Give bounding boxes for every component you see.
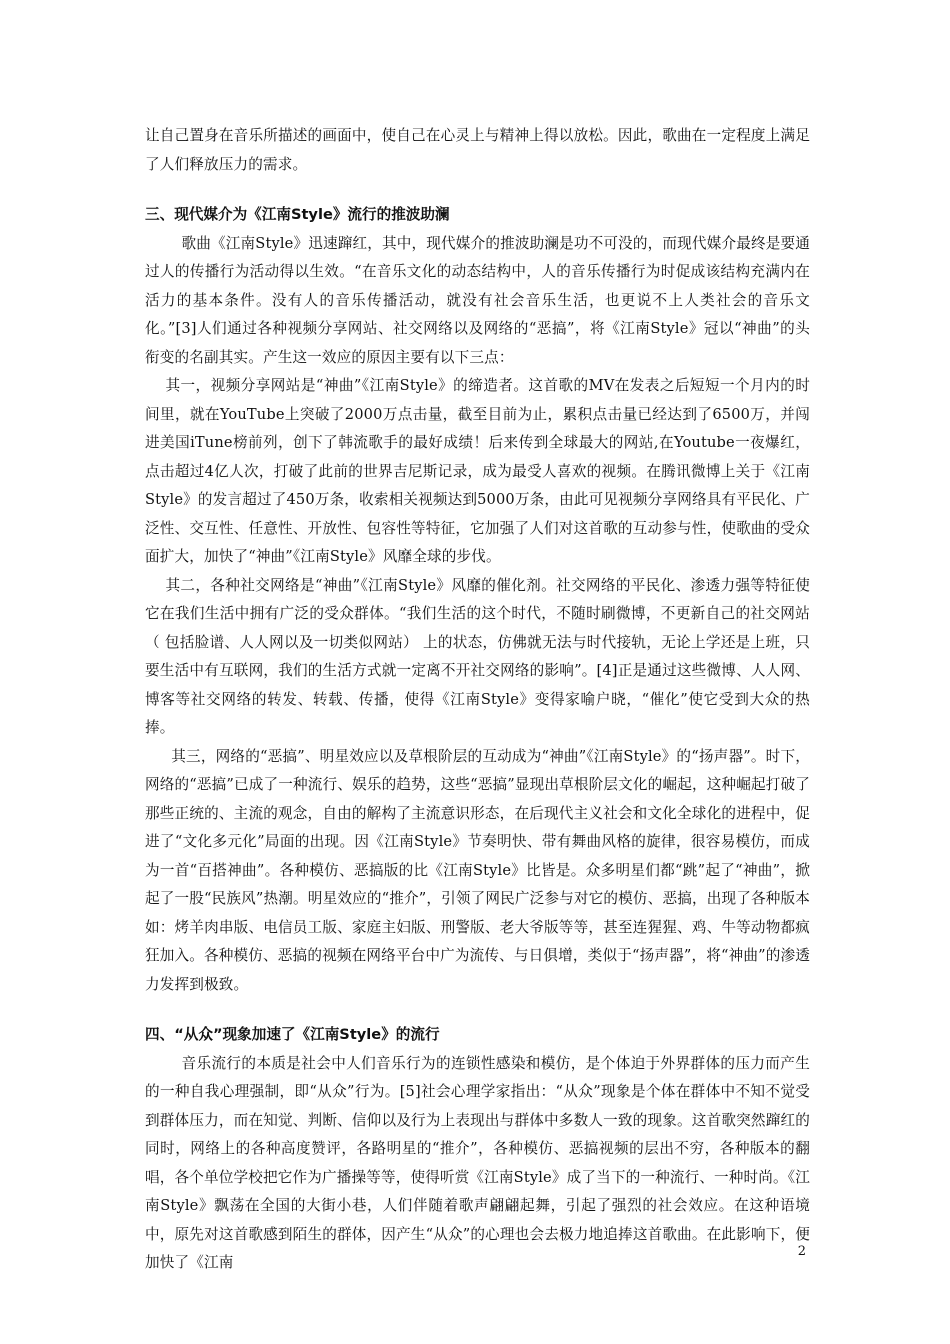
section-gap [145,179,810,201]
paragraph-video-sharing: 其一，视频分享网站是“神曲”《江南Style》的缔造者。这首歌的MV在发表之后短短一个月内的时间里，就在YouTube上突破了2000万点击量，截至目前为止，累积点击量已经达到了6500万，并闯进美国iTune榜前列，创下了韩流歌手的最好成绩！后来传到全球最大的网站,在Youtube一夜爆红，点击超过4亿人次，打破了此前的世界吉尼斯记录，成为最受人喜欢的视频。在腾讯微博上关于《江南Style》的发言超过了450万条，收索相关视频达到5000万条，由此可见视频分享网络具有平民化、广泛性、交互性、任意性、开放性、包容性等特征，它加强了人们对这首歌的互动参与性，使歌曲的受众面扩大，加快了“神曲”《江南Style》风靡全球的步伐。 [145,377,810,565]
page-number: 2 [797,1244,806,1259]
section-heading-4: 四、“从众”现象加速了《江南Style》的流行 [145,1026,440,1043]
section-gap [145,999,810,1021]
paragraph-parody-celebrity: 其三，网络的“恶搞”、明星效应以及草根阶层的互动成为“神曲”《江南Style》的“扬声器”。时下，网络的“恶搞”已成了一种流行、娱乐的趋势，这些“恶搞”显现出草根阶层文化的崛起，这种崛起打破了那些正统的、主流的观念，自由的解构了主流意识形态，在后现代主义社会和文化全球化的进程中，促进了“文化多元化”局面的出现。因《江南Style》节奏明快、带有舞曲风格的旋律，很容易模仿，而成为一首“百搭神曲”。各种模仿、恶搞版的比《江南Style》比皆是。众多明星们都“跳”起了“神曲”，掀起了一股“民族风”热潮。明星效应的“推介”，引领了网民广泛参与对它的模仿、恶搞，出现了各种版本如：烤羊肉串版、电信员工版、家庭主妇版、刑警版、老大爷版等等，甚至连猩猩、鸡、牛等动物都疯狂加入。各种模仿、恶搞的视频在网络平台中广为流传、与日俱增，类似于“扬声器”，将“神曲”的渗透力发挥到极致。 [145,747,810,993]
paragraph-social-network: 其二，各种社交网络是“神曲”《江南Style》风靡的催化剂。社交网络的平民化、渗透力强等特征使它在我们生活中拥有广泛的受众群体。“我们生活的这个时代，不随时刷微博，不更新自己的社交网站（ 包括脸谱、人人网以及一切类似网站） 上的状态，仿佛就无法与时代接轨，无论上学还是上班，只要生活中有互联网，我们的生活方式就一定离不开社交网络的影响”。[4]正是通过这些微博、人人网、博客等社交网络的转发、转载、传播，使得《江南Style》变得家喻户晓，“催化”使它受到大众的热捧。 [145,576,810,736]
paragraph-media-intro: 歌曲《江南Style》迅速蹿红，其中，现代媒介的推波助澜是功不可没的，而现代媒介最终是要通过人的传播行为活动得以生效。“在音乐文化的动态结构中，人的音乐传播行为时促成该结构充满内在活力的基本条件。没有人的音乐传播活动，就没有社会音乐生活，也更说不上人类社会的音乐文化。”[3]人们通过各种视频分享网站、社交网络以及网络的“恶搞”，将《江南Style》冠以“神曲”的头衔变的名副其实。产生这一效应的原因主要有以下三点： [145,234,810,366]
paragraph-continued: 让自己置身在音乐所描述的画面中，使自己在心灵上与精神上得以放松。因此，歌曲在一定程度上满足了人们释放压力的需求。 [145,127,810,173]
section-heading-3: 三、现代媒介为《江南Style》流行的推波助澜 [145,206,450,223]
page-body [145,122,810,1278]
paragraph-conformity: 音乐流行的本质是社会中人们音乐行为的连锁性感染和模仿，是个体迫于外界群体的压力而产生的一种自我心理强制，即“从众”行为。[5]社会心理学家指出：“从众”现象是个体在群体中不知不觉受到群体压力，而在知觉、判断、信仰以及行为上表现出与群体中多数人一致的现象。这首歌突然蹿红的同时，网络上的各种高度赞评，各路明星的“推介”，各种模仿、恶搞视频的层出不穷，各种版本的翻唱，各个单位学校把它作为广播操等等，使得听赏《江南Style》成了当下的一种流行、一种时尚。《江南Style》飘荡在全国的大街小巷，人们伴随着歌声翩翩起舞，引起了强烈的社会效应。在这种语境中，原先对这首歌感到陌生的群体，因产生“从众”的心理也会去极力地追捧这首歌曲。在此影响下，便加快了《江南 [145,1054,810,1271]
